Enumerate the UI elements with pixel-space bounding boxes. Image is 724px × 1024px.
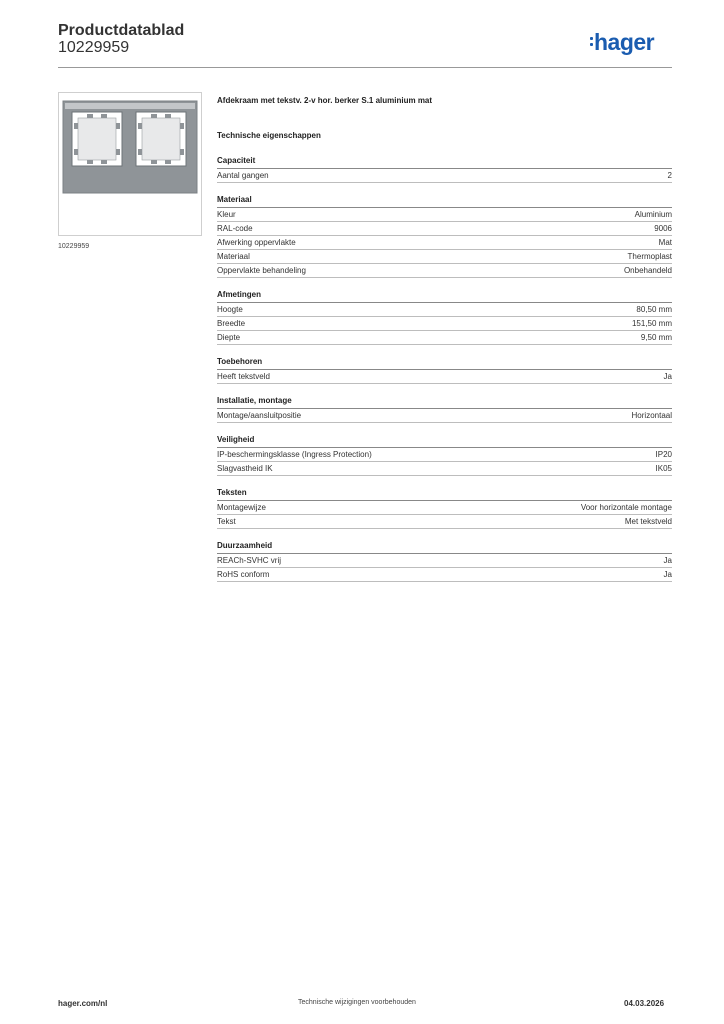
property-label: Montagewijze xyxy=(217,503,266,512)
footer-notice: Technische wijzigingen voorbehouden xyxy=(298,999,416,1006)
property-row xyxy=(217,568,672,582)
property-label: RAL-code xyxy=(217,224,253,233)
properties-list xyxy=(217,156,672,582)
property-value: Aluminium xyxy=(634,210,672,219)
property-label: IP-beschermingsklasse (Ingress Protection) xyxy=(217,450,372,459)
property-section xyxy=(217,290,672,345)
property-value: 9,50 mm xyxy=(640,333,672,342)
property-value: 80,50 mm xyxy=(636,305,672,314)
property-section xyxy=(217,357,672,384)
property-row xyxy=(217,409,672,423)
product-details xyxy=(217,96,672,582)
property-row xyxy=(217,208,672,222)
property-label: REACh-SVHC vrij xyxy=(217,556,282,565)
property-section xyxy=(217,195,672,278)
property-value: Ja xyxy=(663,372,672,381)
property-label: Kleur xyxy=(217,210,236,219)
header-divider xyxy=(58,67,672,68)
property-row xyxy=(217,250,672,264)
property-label: Montage/aansluitpositie xyxy=(217,411,302,420)
property-section xyxy=(217,396,672,423)
property-row xyxy=(217,554,672,568)
property-row xyxy=(217,222,672,236)
property-value: Horizontaal xyxy=(631,411,672,420)
property-section xyxy=(217,156,672,183)
property-label: Oppervlakte behandeling xyxy=(217,266,306,275)
section-title: Materiaal xyxy=(217,195,672,208)
property-label: Heeft tekstveld xyxy=(217,372,270,381)
property-label: Tekst xyxy=(217,517,236,526)
product-number: 10229959 xyxy=(58,39,130,56)
image-caption: 10229959 xyxy=(58,243,90,250)
property-label: Hoogte xyxy=(217,305,243,314)
property-row xyxy=(217,370,672,384)
property-value: IP20 xyxy=(655,450,672,459)
product-title: Afdekraam met tekstv. 2-v hor. berker S.1 aluminium mat xyxy=(217,96,433,105)
section-title: Afmetingen xyxy=(217,290,672,303)
property-value: IK05 xyxy=(655,464,672,473)
property-row xyxy=(217,264,672,278)
property-row xyxy=(217,303,672,317)
section-title: Veiligheid xyxy=(217,435,672,448)
footer-website[interactable]: hager.com/nl xyxy=(58,999,108,1008)
property-value: Onbehandeld xyxy=(623,266,672,275)
property-value: Voor horizontale montage xyxy=(580,503,672,512)
property-label: Afwerking oppervlakte xyxy=(217,238,296,247)
product-image xyxy=(58,92,202,236)
property-value: 151,50 mm xyxy=(631,319,672,328)
property-row xyxy=(217,317,672,331)
property-label: RoHS conform xyxy=(217,570,270,579)
section-title: Teksten xyxy=(217,488,672,501)
property-value: 2 xyxy=(667,171,672,180)
property-row xyxy=(217,462,672,476)
property-section xyxy=(217,488,672,529)
property-row xyxy=(217,501,672,515)
property-section xyxy=(217,435,672,476)
property-value: 9006 xyxy=(654,224,672,233)
property-value: Met tekstveld xyxy=(624,517,672,526)
section-title: Duurzaamheid xyxy=(217,541,672,554)
section-title: Toebehoren xyxy=(217,357,672,370)
section-title: Installatie, montage xyxy=(217,396,672,409)
property-label: Materiaal xyxy=(217,252,250,261)
property-row xyxy=(217,169,672,183)
property-row xyxy=(217,515,672,529)
logo-dots-icon xyxy=(590,37,593,49)
page-title: Productdatablad xyxy=(58,22,185,39)
section-title: Capaciteit xyxy=(217,156,672,169)
tech-properties-title: Technische eigenschappen xyxy=(217,131,321,140)
property-row xyxy=(217,448,672,462)
property-value: Mat xyxy=(658,238,672,247)
property-label: Slagvastheid IK xyxy=(217,464,273,473)
property-label: Diepte xyxy=(217,333,241,342)
hager-logo: hager xyxy=(594,29,655,55)
property-label: Aantal gangen xyxy=(217,171,269,180)
property-value: Ja xyxy=(663,570,672,579)
property-value: Ja xyxy=(663,556,672,565)
property-row xyxy=(217,331,672,345)
property-row xyxy=(217,236,672,250)
property-section xyxy=(217,541,672,582)
property-value: Thermoplast xyxy=(627,252,672,261)
property-label: Breedte xyxy=(217,319,246,328)
footer-date: 04.03.2026 xyxy=(624,999,665,1008)
double-frame-icon xyxy=(59,93,201,235)
